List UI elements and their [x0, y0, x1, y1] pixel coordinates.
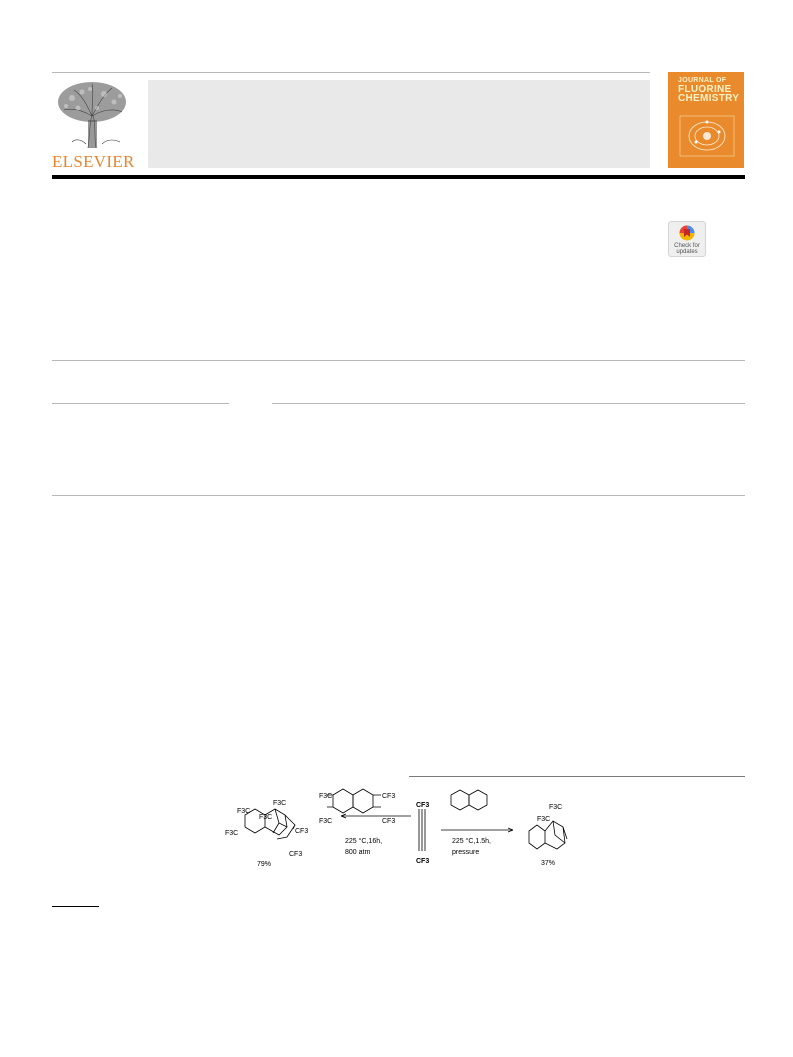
journal-cover-title	[678, 76, 740, 103]
right-product-benzene-ring	[529, 825, 545, 849]
left-reagent-ring-2	[353, 789, 373, 813]
scheme-top-rule	[409, 776, 745, 777]
left-product-yield: 79%	[257, 861, 272, 868]
left-reagent-label: F3C	[319, 818, 333, 825]
reaction-scheme	[215, 785, 585, 875]
right-product-yield: 37%	[541, 860, 556, 867]
cover-title-line: JOURNAL OF	[678, 77, 727, 84]
left-product-label: F3C	[273, 800, 287, 807]
left-reagent-label: CF3	[382, 793, 396, 800]
left-product-label: F3C	[225, 830, 239, 837]
left-product-label: CF3	[295, 828, 309, 835]
right-reagent-ring-1	[451, 790, 469, 810]
left-reagent-label: CF3	[382, 818, 396, 825]
journal-header-panel	[148, 80, 650, 168]
right-product-label: F3C	[549, 804, 563, 811]
cover-title-line: FLUORINE	[678, 84, 732, 95]
publisher-logo[interactable]	[52, 80, 135, 171]
cover-title-line: CHEMISTRY	[678, 93, 740, 104]
header-top-rule	[52, 72, 650, 73]
check-for-updates-button[interactable]	[668, 221, 706, 257]
footnote-rule	[52, 906, 99, 907]
left-product-label: F3C	[259, 814, 273, 821]
check-updates-label	[669, 243, 705, 255]
alkyne-top-label: CF3	[416, 802, 430, 809]
right-product-label: F3C	[537, 816, 551, 823]
abstract-rule	[272, 403, 745, 404]
left-reagent-label: F3C	[319, 793, 333, 800]
left-product-label: F3C	[237, 808, 251, 815]
journal-cover[interactable]	[668, 72, 744, 168]
tree-logo-icon	[52, 80, 132, 150]
cover-orbit-icon	[678, 112, 736, 160]
article-info-rule	[52, 360, 745, 361]
check-updates-line: Check for	[674, 243, 700, 249]
right-reagent-ring-2	[469, 790, 487, 810]
header-bottom-rule	[52, 175, 745, 179]
alkyne-bottom-label: CF3	[416, 858, 430, 865]
left-product-label: CF3	[289, 851, 303, 858]
right-conditions-line: pressure	[452, 849, 480, 856]
alkyne-triple-bond	[419, 809, 425, 851]
abstract-bottom-rule	[52, 495, 745, 496]
keywords-rule	[52, 403, 229, 404]
check-updates-icon	[669, 224, 705, 244]
right-conditions-line: 225 °C,1.5h,	[452, 838, 491, 845]
left-conditions-line: 800 atm	[345, 849, 371, 856]
check-updates-line: updates	[676, 249, 698, 255]
publisher-name: ELSEVIER	[52, 152, 135, 171]
left-conditions-line: 225 °C,16h,	[345, 838, 383, 845]
left-reagent-ring-1	[333, 789, 353, 813]
